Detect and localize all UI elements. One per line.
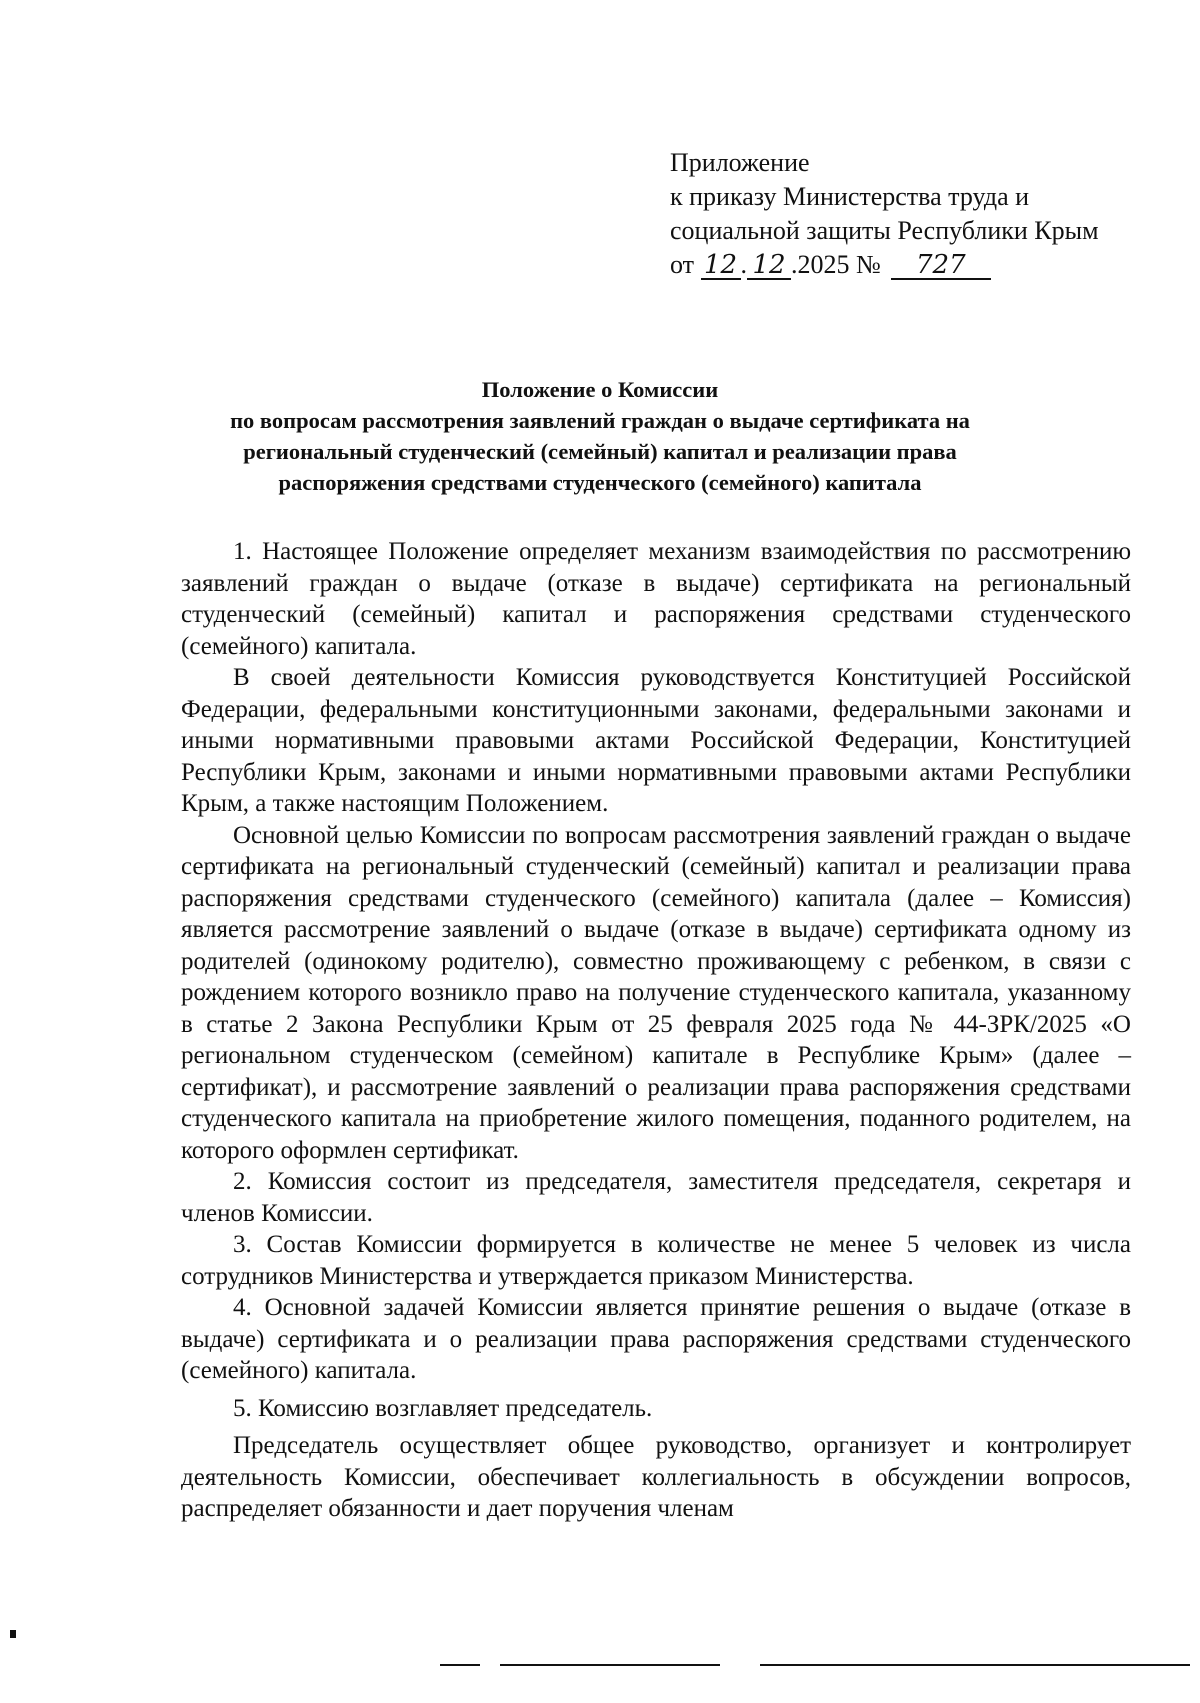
appendix-line-1: Приложение: [670, 148, 810, 177]
paragraph: 4. Основной задачей Комиссии является принятие решения о выдаче (отказе в выдаче) сертификата и о реализации права распоряжения средствами студенческого (семейного) капитала.: [181, 1294, 1131, 1384]
scan-edge-line: [500, 1664, 720, 1666]
paragraph: 1. Настоящее Положение определяет механизм взаимодействия по рассмотрению заявлений граждан о выдаче (отказе в выдаче) сертификата на региональный студенческий (семейный) капитал и распоряжения средствами студенческого (семейного) капитала.: [181, 538, 1131, 660]
paragraph: 3. Состав Комиссии формируется в количестве не менее 5 человек из числа сотрудников Министерства и утверждается приказом Министерства.: [181, 1231, 1131, 1290]
paragraph: Основной целью Комиссии по вопросам рассмотрения заявлений граждан о выдаче сертификата на региональный студенческий (семейный) капитал и реализации права распоряжения средствами студенческого (семейного) капитала (далее – Комиссия) является рассмотрение заявлений о выдаче (отказе в выдаче) сертификата одному из родителей (одинокому родителю), совместно проживающему с ребенком, в связи с рождением которого возникло право на получение студенческого капитала, указанному в статье 2 Закона Республики Крым от 25 февраля 2025 года № 44-ЗРК/2025 «О региональном студенческом (семейном) капитале в Республике Крым» (далее – сертификат), и рассмотрение заявлений о реализации права распоряжения средствами студенческого капитала на приобретение жилого помещения, поданного родителем, на которого оформлен сертификат.: [181, 821, 1131, 1164]
handwritten-day: 12: [701, 252, 741, 280]
date-year-suffix: .2025 №: [791, 250, 881, 279]
scan-edge-line: [760, 1664, 1190, 1666]
appendix-date-line: от 12 . 12 .2025 № 727: [670, 248, 1099, 282]
title-line-3: региональный студенческий (семейный) капитал и реализации права: [243, 439, 957, 464]
paragraph: 5. Комиссию возглавляет председатель.: [233, 1394, 653, 1422]
date-prefix: от: [670, 250, 695, 279]
appendix-line-2: к приказу Министерства труда и: [670, 182, 1030, 211]
paragraph: Председатель осуществляет общее руководство, организует и контролирует деятельность Комиссии, обеспечивает коллегиальность в обсуждении вопросов, распределяет обязанности и дает поручения членам: [181, 1432, 1131, 1522]
scan-mark: [10, 1630, 16, 1638]
handwritten-order-number: 727: [891, 252, 991, 280]
handwritten-month: 12: [747, 252, 791, 280]
scan-edge-line: [440, 1664, 480, 1666]
appendix-header: [670, 146, 1099, 282]
appendix-line-3: социальной защиты Республики Крым: [670, 216, 1099, 245]
title-line-4: распоряжения средствами студенческого (семейного) капитала: [278, 470, 922, 495]
document-title: [150, 374, 1050, 498]
paragraph: 2. Комиссия состоит из председателя, заместителя председателя, секретаря и членов Комиссии.: [181, 1168, 1131, 1227]
title-line-1: Положение о Комиссии: [481, 377, 719, 402]
title-line-2: по вопросам рассмотрения заявлений граждан о выдаче сертификата на: [230, 408, 970, 433]
document-body: [181, 536, 1131, 1525]
paragraph: В своей деятельности Комиссия руководствуется Конституцией Российской Федерации, федеральными конституционными законами, федеральными законами и иными нормативными правовыми актами Российской Федерации, Конституцией Республики Крым, законами и иными нормативными правовыми актами Республики Крым, а также настоящим Положением.: [181, 664, 1131, 817]
